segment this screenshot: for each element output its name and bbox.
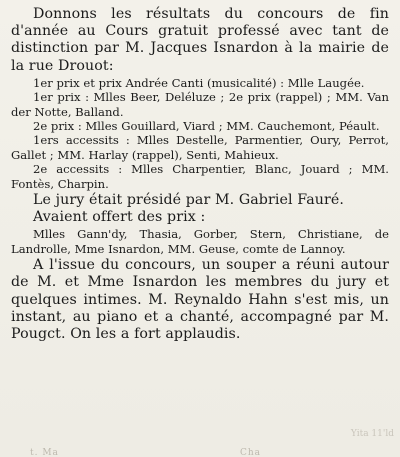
first-prize-paragraph: 1er prix et prix Andrée Canti (musicalité) : Mlle Laugée.	[33, 75, 365, 90]
first-prize-secondary-paragraph: 1er prix : Mlles Beer, Deléluze ; 2e prix (rappel) ; MM. Van der Notte, Balland.	[11, 90, 389, 119]
closing-paragraph: A l'issue du concours, un souper a réuni autour de M. et Mme Isnardon les membres du jury et quelques intimes. M. Reynaldo Hahn s'est mis, un instant, au piano et a chanté, accompagné par M. Pougct. On les a fort applaudis.	[11, 257, 389, 343]
article-intro-paragraph: Donnons les résultats du concours de fin d'année au Cours gratuit professé avec tant de distinction par M. Jacques Isnardon à la mairie de la rue Drouot:	[11, 6, 389, 74]
article-column	[11, 6, 389, 343]
jury-paragraph: Le jury était présidé par M. Gabriel Fauré.	[33, 192, 345, 209]
second-accessits-paragraph: 2e accessits : Mlles Charpentier, Blanc, Jouard ; MM. Fontès, Charpin.	[11, 162, 389, 191]
prize-donors-paragraph: Mlles Gann'dy, Thasia, Gorber, Stern, Christiane, de Landrolle, Mme Isnardon, MM. Geuse, comte de Lannoy.	[11, 227, 389, 256]
bleed-text-mid: Cha	[240, 448, 262, 457]
bleed-through-bottom	[0, 447, 400, 457]
bleed-through-right: Yita 11'ld	[350, 429, 394, 439]
offered-prizes-heading: Avaient offert des prix :	[33, 209, 206, 226]
second-prize-paragraph: 2e prix : Mlles Gouillard, Viard ; MM. Cauchemont, Péault.	[33, 119, 380, 134]
bleed-text-left: t. Ma	[30, 448, 59, 457]
first-accessits-paragraph: 1ers accessits : Mlles Destelle, Parmentier, Oury, Perrot, Gallet ; MM. Harlay (rappel), Senti, Mahieux.	[11, 133, 389, 162]
